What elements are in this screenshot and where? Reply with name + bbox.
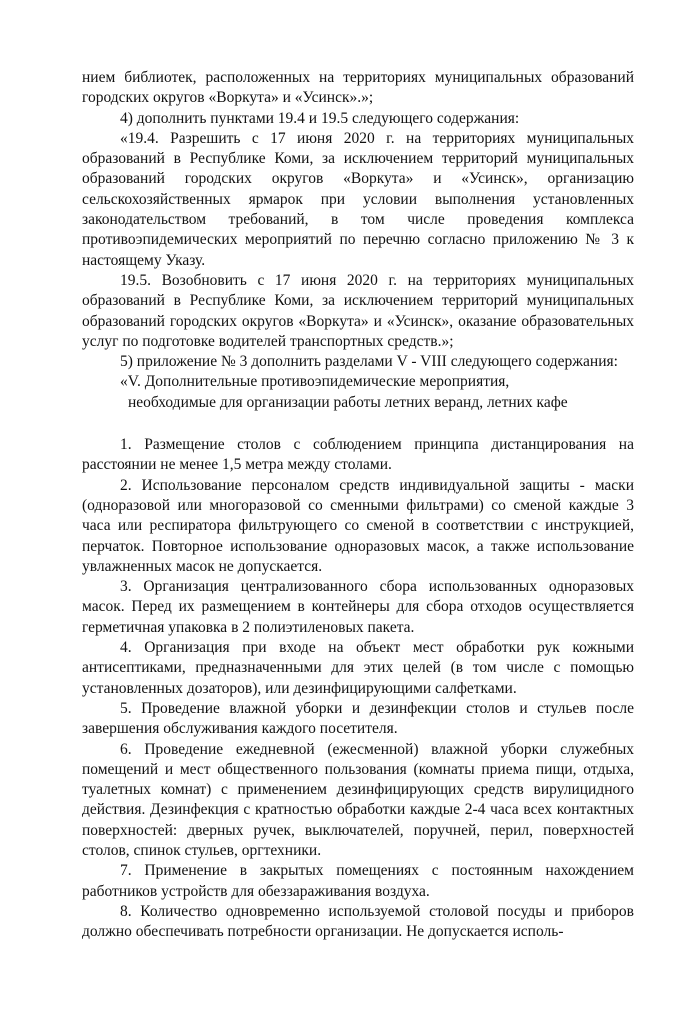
paragraph-continuation: нием библиотек, расположенных на территориях муниципальных образований городских округов «Воркута» и «Усинск».»; [82, 69, 634, 107]
list-item-8: 8. Количество одновременно используемой столовой посуды и приборов должно обеспечивать потребности организации. Не допускается исполь- [82, 902, 634, 941]
paragraph-19-5: 19.5. Возобновить с 17 июня 2020 г. на территориях муниципальных образований в Республике Коми, за исключением территорий муниципальных образований городских округов «Воркута» и «Усинск», оказание образовательных услуг по подготовке водителей транспортных средств.»; [82, 271, 634, 350]
list-item-5: 5. Проведение влажной уборки и дезинфекции столов и стульев после завершения обслуживания каждого посетителя. [82, 699, 634, 738]
section-heading-line2: необходимые для организации работы летних веранд, летних кафе [128, 393, 568, 411]
paragraph-amendment-5: 5) приложение № 3 дополнить разделами V - VIII следующего содержания: [120, 353, 618, 371]
paragraph-amendment-4: 4) дополнить пунктами 19.4 и 19.5 следующего содержания: [120, 109, 520, 127]
list-item-3: 3. Организация централизованного сбора использованных одноразовых масок. Перед их размещением в контейнеры для сбора отходов осуществляется герметичная упаковка в 2 полиэтиленовых пакета. [82, 578, 634, 636]
list-item-7: 7. Применение в закрытых помещениях с постоянным нахождением работников устройств для обеззараживания воздуха. [82, 862, 634, 900]
list-item-4: 4. Организация при входе на объект мест обработки рук кожными антисептиками, предназначенными для этих целей (в том числе с помощью установленных дозаторов), или дезинфицирующими салфетками. [82, 639, 634, 697]
section-heading [82, 372, 634, 413]
blank-line [82, 413, 634, 435]
list-item-6: 6. Проведение ежедневной (ежесменной) влажной уборки служебных помещений и мест общественного пользования (комнаты приема пищи, отдыха, туалетных комнат) с применением дезинфицирующих средств вирулицидного действия. Дезинфекция с кратностью обработки каждые 2-4 часа всех контактных поверхностей: дверных ручек, выключателей, поручней, перил, поверхностей столов, спинок стульев, оргтехники. [82, 740, 634, 859]
list-item-2: 2. Использование персоналом средств индивидуальной защиты - маски (одноразовой или многоразовой со сменными фильтрами) со сменой каждые 3 часа или респиратора фильтрующего со сменой в соответствии с инструкцией, перчаток. Повторное использование одноразовых масок, а также использование увлажненных масок не допускается. [82, 476, 634, 575]
section-heading-line1: «V. Дополнительные противоэпидемические мероприятия, [120, 373, 510, 391]
document-page [82, 68, 634, 942]
list-item-1: 1. Размещение столов с соблюдением принципа дистанцирования на расстоянии не менее 1,5 метра между столами. [82, 436, 634, 474]
paragraph-19-4: «19.4. Разрешить с 17 июня 2020 г. на территориях муниципальных образований в Республике Коми, за исключением территорий муниципальных образований городских округов «Воркута» и «Усинск», организацию сельскохозяйственных ярмарок при условии выполнения установленных законодательством требований, в том числе проведения комплекса противоэпидемических мероприятий по перечню согласно приложению № 3 к настоящему Указу. [82, 129, 634, 269]
